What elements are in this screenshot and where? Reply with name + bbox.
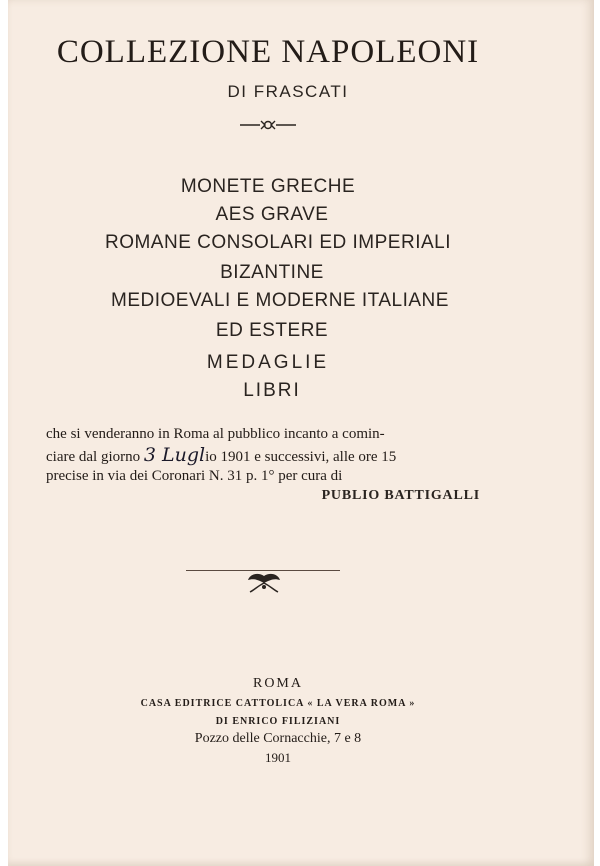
content-item: BIZANTINE — [220, 262, 324, 283]
sale-line-2-start: ciare dal giorno — [46, 449, 144, 465]
imprint-printer: DI ENRICO FILIZIANI — [215, 716, 341, 727]
floral-ornament-icon — [244, 572, 284, 598]
imprint-city: ROMA — [252, 676, 303, 691]
content-item: MONETE GRECHE — [180, 176, 356, 197]
auctioneer-name: PUBLIO BATTIGALLI — [321, 488, 480, 503]
sale-line-2-end: io 1901 e successivi, alle ore 15 — [205, 449, 397, 465]
content-item: ROMANE CONSOLARI ED IMPERIALI — [104, 232, 451, 253]
sale-line-1: che si venderanno in Roma al pubblico incanto a comin- — [46, 426, 385, 442]
content-item: LIBRI — [243, 380, 301, 401]
imprint-year: 1901 — [265, 750, 291, 765]
collection-subtitle: DI FRASCATI — [227, 82, 349, 101]
collection-title: COLLEZIONE NAPOLEONI — [56, 34, 480, 70]
imprint-address: Pozzo delle Cornacchie, 7 e 8 — [194, 731, 362, 746]
imprint-publisher: CASA EDITRICE CATTOLICA « LA VERA ROMA » — [140, 698, 416, 709]
printer-ornament-icon — [8, 118, 528, 132]
content-item: MEDAGLIE — [206, 352, 330, 373]
content-item: AES GRAVE — [215, 204, 329, 225]
divider-rule — [186, 570, 340, 571]
sale-line-2 — [46, 445, 486, 468]
content-item: ED ESTERE — [215, 320, 329, 341]
title-page — [8, 0, 594, 866]
handwritten-date: 3 Lugl — [143, 444, 206, 466]
content-item: MEDIOEVALI E MODERNE ITALIANE — [111, 290, 449, 311]
sale-line-3: precise in via dei Coronari N. 31 p. 1° per cura di — [46, 468, 343, 484]
